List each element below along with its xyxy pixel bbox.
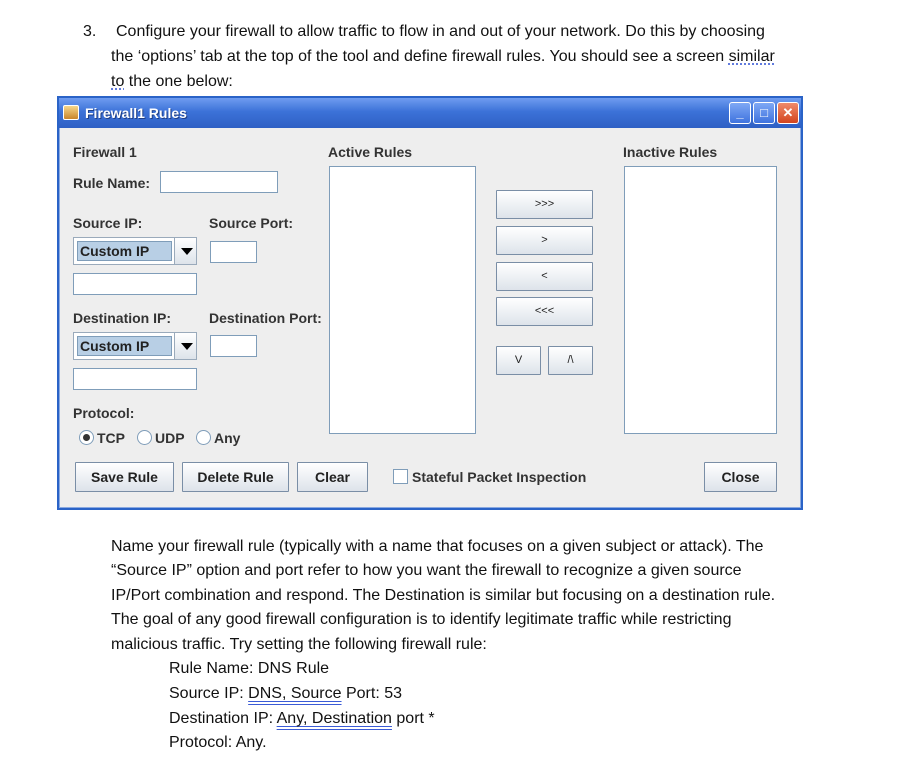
chevron-down-icon[interactable] xyxy=(174,238,196,264)
move-up-button[interactable]: /\ xyxy=(548,346,593,375)
grammar-flag: DNS, Source xyxy=(248,685,342,702)
source-ip-select-value: Custom IP xyxy=(77,241,172,261)
grammar-flag: Any, Destination xyxy=(276,710,392,727)
spellcheck-word: to xyxy=(111,73,125,90)
destination-ip-select[interactable] xyxy=(73,332,197,360)
title-bar[interactable] xyxy=(59,98,801,128)
move-all-left-button[interactable]: <<< xyxy=(496,297,593,326)
destination-line-post: port * xyxy=(391,710,435,727)
spellcheck-word: similar xyxy=(728,48,775,65)
source-line-pre: Source IP: xyxy=(169,685,249,702)
java-app-icon xyxy=(63,105,79,120)
destination-port-input[interactable] xyxy=(210,335,257,357)
delete-rule-button[interactable]: Delete Rule xyxy=(182,462,289,492)
destination-line-pre: Destination IP: xyxy=(169,710,277,727)
clear-button[interactable]: Clear xyxy=(297,462,368,492)
stateful-inspection-checkbox[interactable] xyxy=(393,469,408,484)
radio-udp[interactable] xyxy=(137,430,152,445)
intro-line-3 xyxy=(111,70,233,94)
close-window-button[interactable]: ✕ xyxy=(777,102,799,124)
body-line-3: IP/Port combination and respond. The Destination is similar but focusing on a destination rule. xyxy=(111,587,776,604)
step-number: 3. xyxy=(83,23,97,40)
source-ip-select[interactable] xyxy=(73,237,197,265)
source-line-post: Port: 53 xyxy=(341,685,403,702)
radio-any[interactable] xyxy=(196,430,211,445)
radio-tcp-label: TCP xyxy=(97,430,125,446)
source-port-input[interactable] xyxy=(210,241,257,263)
intro-line-3-text: the one below: xyxy=(124,73,233,90)
chevron-down-icon[interactable] xyxy=(174,333,196,359)
active-rules-label: Active Rules xyxy=(328,144,413,160)
save-rule-button[interactable]: Save Rule xyxy=(75,462,174,492)
destination-port-label: Destination Port: xyxy=(209,310,322,326)
body-line-4: The goal of any good firewall configuration is to identify legitimate traffic while restricting xyxy=(111,611,732,628)
source-ip-input[interactable] xyxy=(73,273,197,295)
close-button[interactable]: Close xyxy=(704,462,777,492)
move-down-button[interactable]: V xyxy=(496,346,541,375)
radio-tcp[interactable] xyxy=(79,430,94,445)
maximize-button[interactable]: □ xyxy=(753,102,775,124)
body-line-5: malicious traffic. Try setting the following firewall rule: xyxy=(111,636,487,653)
source-port-label: Source Port: xyxy=(209,215,294,231)
firewall-rules-window xyxy=(57,96,803,510)
rule-name-line: Rule Name: DNS Rule xyxy=(169,660,330,677)
stateful-inspection-label: Stateful Packet Inspection xyxy=(412,469,587,485)
intro-line-2 xyxy=(111,45,775,69)
protocol-label: Protocol: xyxy=(73,405,135,421)
firewall-label: Firewall 1 xyxy=(73,144,137,160)
minimize-button[interactable]: _ xyxy=(729,102,751,124)
window-title: Firewall1 Rules xyxy=(85,105,187,121)
rule-name-label: Rule Name: xyxy=(73,175,151,191)
source-ip-label: Source IP: xyxy=(73,215,143,231)
move-all-right-button[interactable]: >>> xyxy=(496,190,593,219)
body-line-1: Name your firewall rule (typically with a name that focuses on a given subject or attack). The xyxy=(111,538,764,555)
body-line-2: “Source IP” option and port refer to how you want the firewall to recognize a given source xyxy=(111,562,742,579)
protocol-line: Protocol: Any. xyxy=(169,734,267,751)
rule-name-input[interactable] xyxy=(160,171,278,193)
intro-line-2-text: the ‘options’ tab at the top of the tool and define firewall rules. You should see a screen xyxy=(111,48,729,65)
destination-ip-label: Destination IP: xyxy=(73,310,172,326)
inactive-rules-label: Inactive Rules xyxy=(623,144,718,160)
destination-ip-input[interactable] xyxy=(73,368,197,390)
destination-line xyxy=(169,707,435,731)
active-rules-list[interactable] xyxy=(329,166,476,434)
destination-ip-select-value: Custom IP xyxy=(77,336,172,356)
move-right-button[interactable]: > xyxy=(496,226,593,255)
move-left-button[interactable]: < xyxy=(496,262,593,291)
radio-any-label: Any xyxy=(214,430,241,446)
radio-udp-label: UDP xyxy=(155,430,185,446)
intro-line-1: Configure your firewall to allow traffic to flow in and out of your network. Do this by choosing xyxy=(116,23,765,40)
inactive-rules-list[interactable] xyxy=(624,166,777,434)
source-line xyxy=(169,682,402,706)
